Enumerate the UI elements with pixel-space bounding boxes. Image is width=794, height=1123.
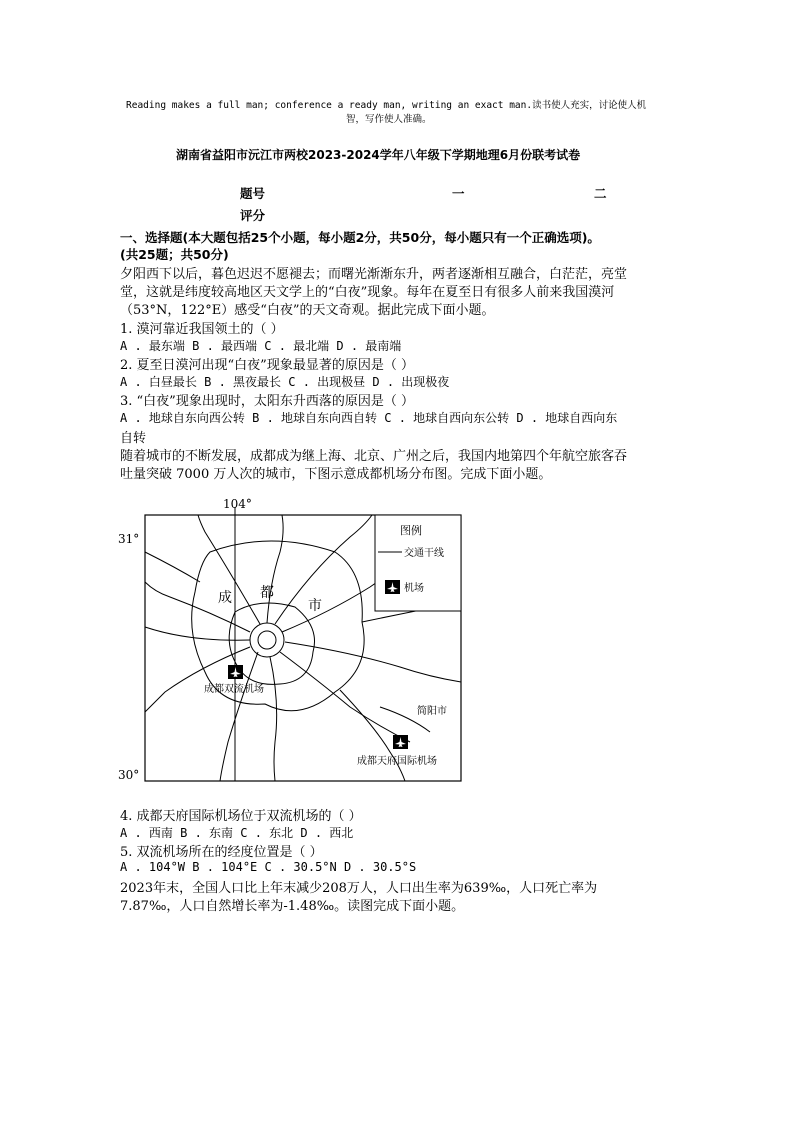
- question-1-stem: 1. 漠河靠近我国领土的（ ）: [120, 322, 284, 337]
- jianyang-label: 简阳市: [417, 706, 447, 717]
- lat-bottom-label: 30°: [118, 768, 140, 782]
- section-header: 一、选择题(本大题包括25个小题，每小题2分，共50分，每小题只有一个正确选项)。: [120, 230, 600, 245]
- question-2-options: A . 白昼最长 B . 黑夜最长 C . 出现极昼 D . 出现极夜: [120, 375, 450, 389]
- question-3-options-cont: 自转: [120, 431, 147, 446]
- passage1-line2: 堂，这就是纬度较高地区天文学上的“白夜”现象。每年在夏至日有很多人前来我国漠河: [120, 285, 615, 300]
- question-2-stem: 2. 夏至日漠河出现“白夜”现象最显著的原因是（ ）: [120, 358, 414, 373]
- passage3-line2: 7.87‰，人口自然增长率为-1.48‰。读图完成下面小题。: [120, 899, 465, 914]
- score-table-col1: 一: [452, 186, 465, 201]
- city-char-2: 都: [260, 585, 274, 601]
- lon-label: 104°: [223, 497, 252, 511]
- question-3-stem: 3. “白夜”现象出现时，太阳东升西落的原因是（ ）: [120, 394, 414, 409]
- legend-road-label: 交通干线: [404, 548, 444, 559]
- shuangliu-airport-label: 成都双流机场: [204, 684, 264, 695]
- legend-title: 图例: [400, 524, 422, 537]
- passage1-line3: （53°N，122°E）感受“白夜”的天文奇观。据此完成下面小题。: [120, 303, 495, 318]
- score-table-row2-label: 评分: [240, 208, 266, 223]
- question-4-options: A . 西南 B . 东南 C . 东北 D . 西北: [120, 826, 354, 840]
- question-3-options: A . 地球自东向西公转 B . 地球自东向西自转 C . 地球自西向东公转 D . 地球自西向东: [120, 411, 618, 425]
- legend-airport-label: 机场: [404, 583, 424, 594]
- passage2-line1: 随着城市的不断发展，成都成为继上海、北京、广州之后，我国内地第四个年航空旅客吞: [120, 449, 628, 464]
- question-4-stem: 4. 成都天府国际机场位于双流机场的（ ）: [120, 809, 362, 824]
- city-char-3: 市: [308, 598, 322, 614]
- passage2-line2: 吐量突破 7000 万人次的城市，下图示意成都机场分布图。完成下面小题。: [120, 467, 552, 482]
- section-summary: (共25题；共50分): [120, 247, 229, 262]
- score-table-col2: 二: [594, 186, 607, 201]
- question-1-options: A . 最东端 B . 最西端 C . 最北端 D . 最南端: [120, 339, 402, 353]
- inner-ring-road: [250, 623, 284, 657]
- chengdu-airport-map: [110, 492, 470, 792]
- question-5-options: A . 104°W B . 104°E C . 30.5°N D . 30.5°S: [120, 860, 417, 874]
- exam-title: 湖南省益阳市沅江市两校2023-2024学年八年级下学期地理6月份联考试卷: [176, 148, 581, 162]
- quote-line-1: Reading makes a full man; conference a ready man, writing an exact man.读书使人充实，讨论使人机: [126, 100, 647, 111]
- lat-top-label: 31°: [118, 532, 140, 546]
- tianfu-airport-label: 成都天府国际机场: [357, 756, 437, 767]
- passage3-line1: 2023年末，全国人口比上年末减少208万人，人口出生率为639‰，人口死亡率为: [120, 881, 598, 896]
- passage1-line1: 夕阳西下以后，暮色迟迟不愿褪去；而曙光渐渐东升，两者逐渐相互融合，白茫茫，亮堂: [120, 267, 628, 282]
- core-ring-road: [258, 631, 276, 649]
- city-char-1: 成: [218, 590, 232, 606]
- question-5-stem: 5. 双流机场所在的经度位置是（ ）: [120, 845, 323, 860]
- quote-line-2: 智，写作使人准确。: [346, 114, 432, 125]
- score-table-row1-label: 题号: [240, 186, 266, 201]
